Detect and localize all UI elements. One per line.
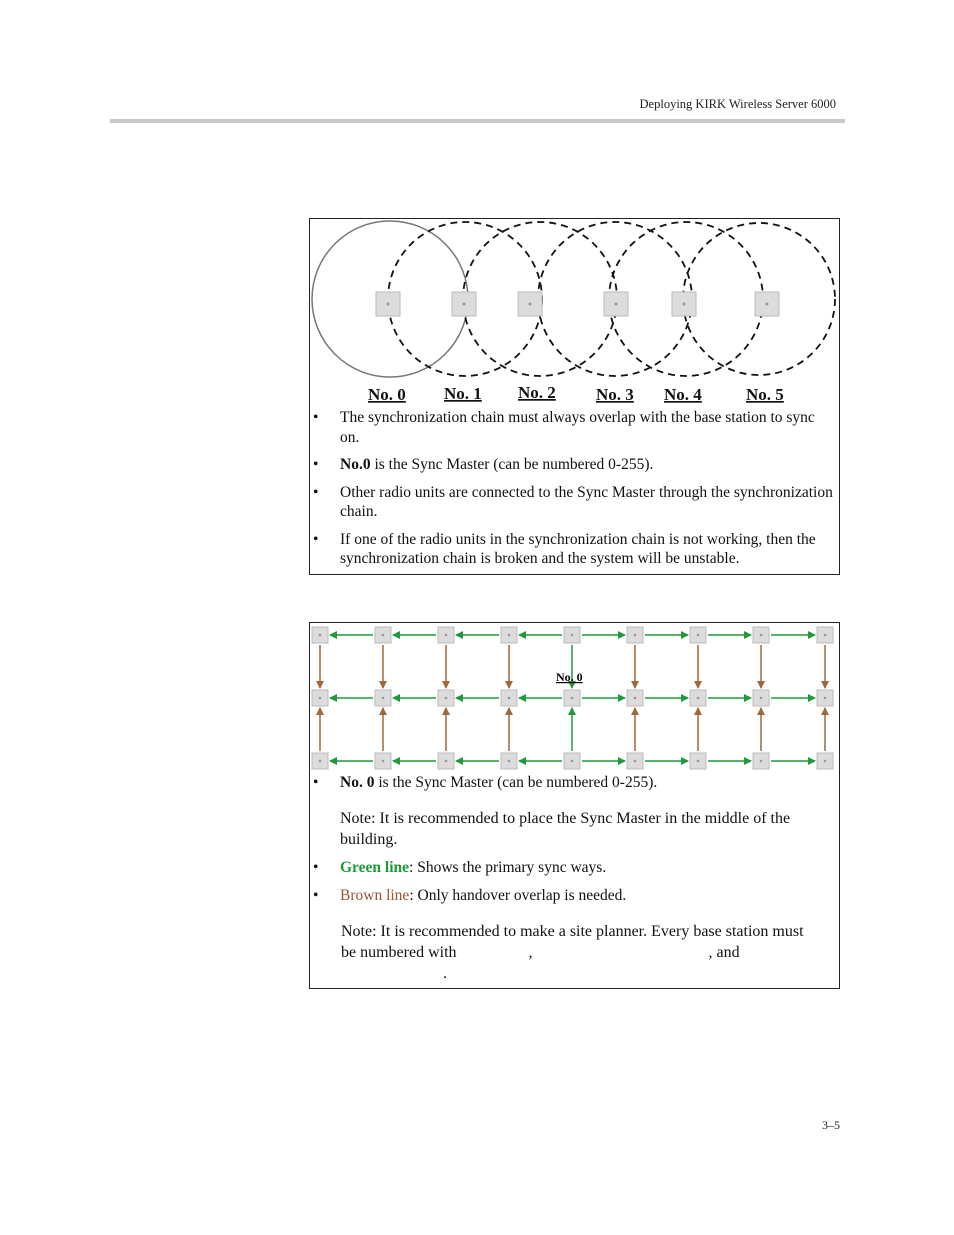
- sync-chain-bullets: [310, 408, 841, 577]
- base-station-icon: [501, 690, 517, 706]
- grid-bullet-1: • No. 0 is the Sync Master (can be numbered 0-255).: [313, 774, 658, 791]
- bullet-item: • The synchronization chain must always overlap with the base station to sync on.: [313, 409, 815, 446]
- base-station-icon: [501, 627, 517, 643]
- base-station-icon: [753, 690, 769, 706]
- bullet-item: • No.0 is the Sync Master (can be numbered 0-255).: [313, 456, 654, 473]
- base-station-icon: [753, 753, 769, 769]
- base-station-icon: [375, 690, 391, 706]
- grid-bullet-green: • Green line: Shows the primary sync ways.: [313, 859, 607, 876]
- base-station-icon: [564, 753, 580, 769]
- bullet-item: • If one of the radio units in the synchronization chain is not working, then the synchronization chain is broken and the system will be unstable.: [313, 530, 816, 567]
- base-station-icon: [627, 753, 643, 769]
- bullet-icon: •: [313, 859, 319, 876]
- base-station-icon: [312, 753, 328, 769]
- base-station-icon: [672, 292, 696, 316]
- bullet-icon: •: [313, 530, 319, 548]
- station-label-0: No. 0: [368, 385, 406, 404]
- base-station-icon: [438, 690, 454, 706]
- bullet-icon: •: [313, 456, 319, 473]
- sync-chain-diagram: [310, 219, 841, 409]
- base-station-icon: [375, 627, 391, 643]
- bullet-icon: •: [313, 887, 319, 904]
- base-station-icon: [376, 292, 400, 316]
- base-station-icon: [564, 690, 580, 706]
- base-station-icon: [438, 627, 454, 643]
- base-station-icon: [817, 753, 833, 769]
- sync-grid-diagram: [310, 623, 841, 775]
- page-number: 3–5: [822, 1118, 840, 1132]
- note-site-planner: Note: It is recommended to make a site planner. Every base station must be numbered with , , and .: [341, 923, 804, 982]
- base-station-icon: [690, 753, 706, 769]
- running-header: Deploying KIRK Wireless Server 6000: [639, 97, 836, 111]
- station-label-5: No. 5: [746, 385, 784, 404]
- base-station-icon: [755, 292, 779, 316]
- base-station-icon: [753, 627, 769, 643]
- sync-chain-figure: [309, 218, 840, 575]
- base-station-icon: [452, 292, 476, 316]
- brown-line-label: Brown line: [340, 887, 410, 904]
- grid-bullet-brown: • Brown line: Only handover overlap is needed.: [313, 887, 627, 904]
- station-label-3: No. 3: [596, 385, 634, 404]
- green-line-label: Green line: [340, 859, 410, 876]
- base-station-icon: [817, 690, 833, 706]
- base-station-icon: [312, 690, 328, 706]
- base-station-icon: [690, 627, 706, 643]
- note-sync-master: Note: It is recommended to place the Sync Master in the middle of the building.: [340, 810, 791, 848]
- base-station-icon: [627, 690, 643, 706]
- base-station-icon: [375, 753, 391, 769]
- base-station-icon: [501, 753, 517, 769]
- bullet-icon: •: [313, 774, 319, 791]
- bullet-icon: •: [313, 409, 319, 426]
- sync-master-label: No. 0: [556, 670, 583, 684]
- station-label-2: No. 2: [518, 383, 556, 402]
- header-rule: [110, 119, 845, 123]
- base-station-icon: [690, 690, 706, 706]
- base-station-icon: [312, 627, 328, 643]
- base-station-icon: [438, 753, 454, 769]
- base-station-icon: [604, 292, 628, 316]
- base-station-icon: [817, 627, 833, 643]
- station-label-1: No. 1: [444, 384, 482, 403]
- base-stations: [376, 292, 779, 316]
- station-label-4: No. 4: [664, 385, 702, 404]
- base-station-icon: [564, 627, 580, 643]
- bullet-icon: •: [313, 483, 319, 501]
- sync-grid-figure: [309, 622, 840, 989]
- base-station-icon: [627, 627, 643, 643]
- base-station-icon: [518, 292, 542, 316]
- bullet-item: • Other radio units are connected to the Sync Master through the synchronization chain.: [313, 483, 833, 520]
